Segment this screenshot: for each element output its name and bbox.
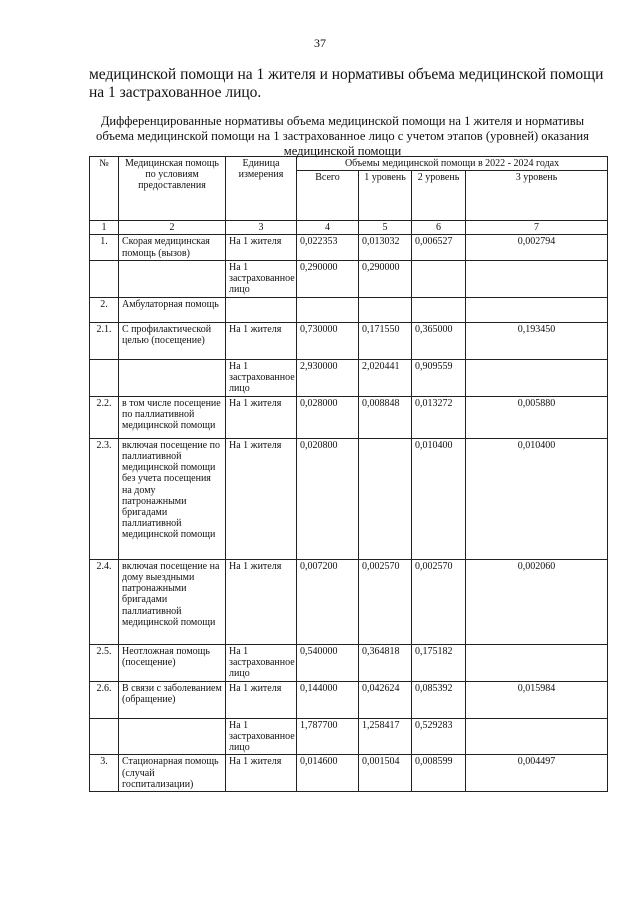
cell-number (90, 359, 119, 396)
cell-level-2: 0,529283 (412, 718, 466, 755)
table-row (90, 235, 608, 260)
cell-total: 2,930000 (297, 359, 359, 396)
header-care-type: Медицинская помощь по условиям предоставления (119, 157, 226, 221)
cell-care-type (119, 359, 226, 396)
table-header (90, 157, 608, 221)
cell-care-type: Скорая медицинская помощь (вызов) (119, 235, 226, 260)
table-row (90, 755, 608, 792)
cell-level-2: 0,013272 (412, 396, 466, 438)
cell-number (90, 718, 119, 755)
cell-level-2: 0,175182 (412, 644, 466, 681)
cell-number: 2. (90, 297, 119, 322)
cell-level-3: 0,010400 (466, 438, 608, 559)
cell-unit: На 1 жителя (226, 438, 297, 559)
cell-level-3 (466, 359, 608, 396)
table-row (90, 260, 608, 297)
page-number: 37 (314, 36, 326, 50)
cell-level-1: 0,171550 (359, 322, 412, 359)
cell-number: 2.3. (90, 438, 119, 559)
cell-level-1: 0,290000 (359, 260, 412, 297)
column-index: 4 (297, 221, 359, 235)
cell-unit: На 1 застрахованное лицо (226, 718, 297, 755)
column-index: 5 (359, 221, 412, 235)
cell-care-type: Амбулаторная помощь (119, 297, 226, 322)
cell-level-2: 0,008599 (412, 755, 466, 792)
cell-total: 0,020800 (297, 438, 359, 559)
cell-level-1 (359, 297, 412, 322)
cell-level-1 (359, 438, 412, 559)
cell-unit: На 1 жителя (226, 755, 297, 792)
cell-level-2: 0,006527 (412, 235, 466, 260)
cell-care-type (119, 260, 226, 297)
header-unit: Единица измерения (226, 157, 297, 221)
cell-level-2: 0,002570 (412, 559, 466, 644)
volume-norms-table (89, 156, 608, 792)
cell-level-1: 0,013032 (359, 235, 412, 260)
table-row (90, 681, 608, 718)
cell-level-2 (412, 297, 466, 322)
cell-level-1: 0,042624 (359, 681, 412, 718)
cell-level-3: 0,002060 (466, 559, 608, 644)
cell-total: 0,540000 (297, 644, 359, 681)
cell-total: 1,787700 (297, 718, 359, 755)
cell-care-type: в том числе посещение по паллиативной медицинской помощи (119, 396, 226, 438)
table-row (90, 644, 608, 681)
cell-level-2: 0,010400 (412, 438, 466, 559)
cell-unit: На 1 застрахованное лицо (226, 644, 297, 681)
cell-level-1: 0,002570 (359, 559, 412, 644)
cell-level-3 (466, 260, 608, 297)
header-volumes-group: Объемы медицинской помощи в 2022 - 2024 годах (297, 157, 608, 171)
cell-unit: На 1 жителя (226, 681, 297, 718)
cell-total: 0,290000 (297, 260, 359, 297)
cell-level-1: 0,364818 (359, 644, 412, 681)
cell-level-1: 2,020441 (359, 359, 412, 396)
column-index-row (90, 221, 608, 235)
cell-level-3 (466, 297, 608, 322)
header-level-2: 2 уровень (412, 171, 466, 221)
table-row (90, 322, 608, 359)
cell-level-2: 0,365000 (412, 322, 466, 359)
cell-level-2: 0,909559 (412, 359, 466, 396)
column-index: 2 (119, 221, 226, 235)
cell-total: 0,022353 (297, 235, 359, 260)
table-row (90, 559, 608, 644)
cell-level-1: 0,001504 (359, 755, 412, 792)
cell-number: 2.5. (90, 644, 119, 681)
cell-level-3: 0,193450 (466, 322, 608, 359)
column-index: 3 (226, 221, 297, 235)
cell-number (90, 260, 119, 297)
cell-care-type: С профилактической целью (посещение) (119, 322, 226, 359)
cell-care-type (119, 718, 226, 755)
cell-level-3: 0,005880 (466, 396, 608, 438)
column-index: 1 (90, 221, 119, 235)
column-index: 6 (412, 221, 466, 235)
cell-unit: На 1 застрахованное лицо (226, 359, 297, 396)
cell-level-1: 1,258417 (359, 718, 412, 755)
header-level-1: 1 уровень (359, 171, 412, 221)
intro-paragraph: медицинской помощи на 1 жителя и нормативы объема медицинской помощи на 1 застрахованное лицо. (89, 66, 604, 101)
cell-level-3 (466, 644, 608, 681)
table-row (90, 438, 608, 559)
header-level-3: 3 уровень (466, 171, 608, 221)
table-body (90, 221, 608, 792)
cell-number: 3. (90, 755, 119, 792)
cell-total: 0,028000 (297, 396, 359, 438)
cell-unit: На 1 застрахованное лицо (226, 260, 297, 297)
cell-unit: На 1 жителя (226, 396, 297, 438)
cell-total: 0,014600 (297, 755, 359, 792)
cell-care-type: включая посещение по паллиативной медицинской помощи без учета посещения на дому патронажными бригадами паллиативной медицинской помощи (119, 438, 226, 559)
cell-level-2: 0,085392 (412, 681, 466, 718)
cell-number: 2.1. (90, 322, 119, 359)
cell-care-type: Стационарная помощь (случай госпитализации) (119, 755, 226, 792)
cell-number: 2.4. (90, 559, 119, 644)
table-row (90, 297, 608, 322)
table-row (90, 359, 608, 396)
cell-number: 1. (90, 235, 119, 260)
cell-level-3: 0,015984 (466, 681, 608, 718)
cell-number: 2.6. (90, 681, 119, 718)
cell-unit (226, 297, 297, 322)
cell-care-type: В связи с заболеванием (обращение) (119, 681, 226, 718)
table-row (90, 396, 608, 438)
column-index: 7 (466, 221, 608, 235)
cell-level-3: 0,004497 (466, 755, 608, 792)
cell-unit: На 1 жителя (226, 235, 297, 260)
cell-number: 2.2. (90, 396, 119, 438)
header-total: Всего (297, 171, 359, 221)
cell-care-type: Неотложная помощь (посещение) (119, 644, 226, 681)
table-row (90, 718, 608, 755)
cell-level-1: 0,008848 (359, 396, 412, 438)
cell-unit: На 1 жителя (226, 322, 297, 359)
cell-care-type: включая посещение на дому выездными патронажными бригадами паллиативной медицинской помощи (119, 559, 226, 644)
cell-total (297, 297, 359, 322)
header-no: № (90, 157, 119, 221)
cell-level-2 (412, 260, 466, 297)
table-title: Дифференцированные нормативы объема медицинской помощи на 1 жителя и нормативы объема медицинской помощи на 1 застрахованное лицо с учетом этапов (уровней) оказания медицинской помощи (96, 114, 589, 158)
cell-level-3: 0,002794 (466, 235, 608, 260)
cell-total: 0,144000 (297, 681, 359, 718)
cell-unit: На 1 жителя (226, 559, 297, 644)
cell-level-3 (466, 718, 608, 755)
cell-total: 0,730000 (297, 322, 359, 359)
cell-total: 0,007200 (297, 559, 359, 644)
